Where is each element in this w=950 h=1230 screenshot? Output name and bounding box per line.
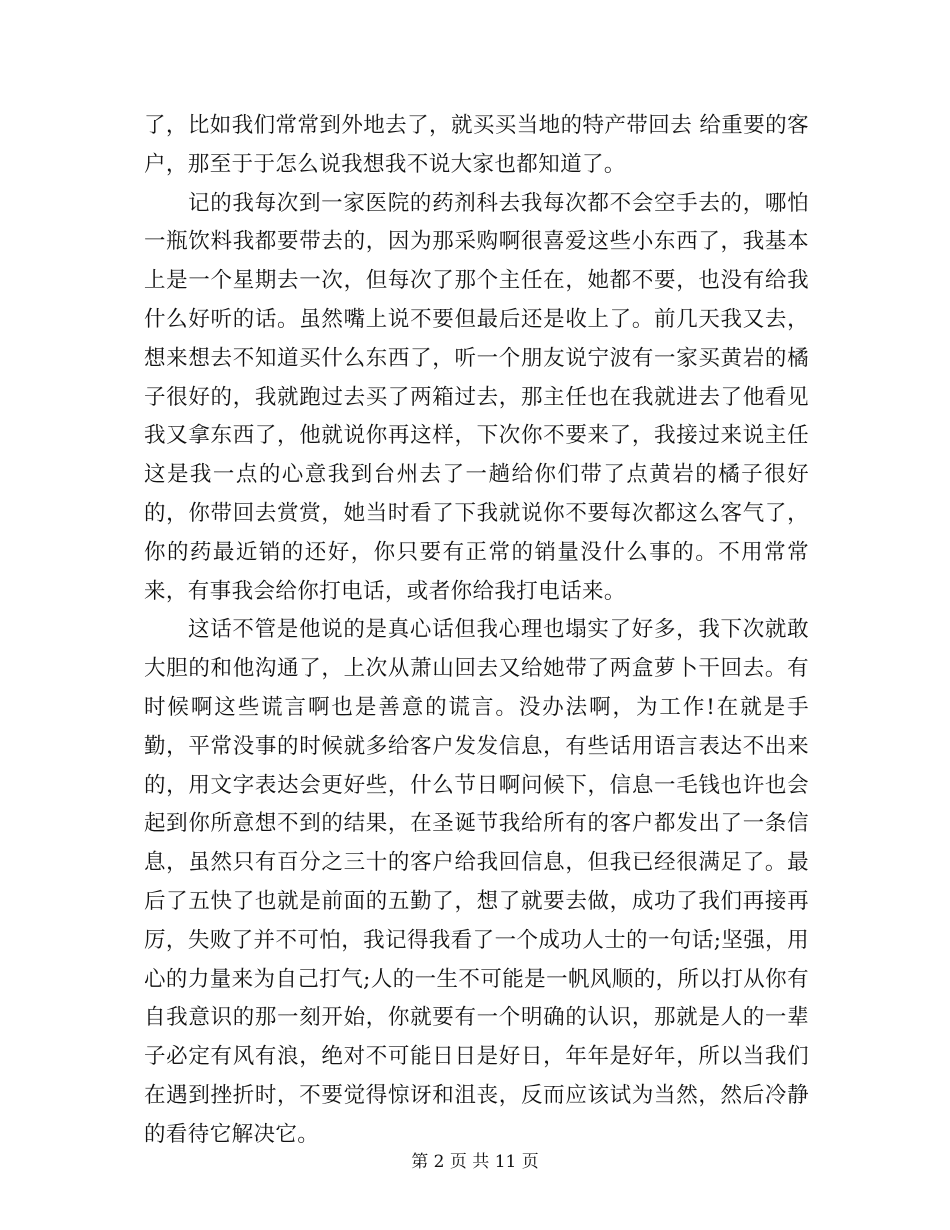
page-number-footer: 第 2 页 共 11 页 bbox=[411, 1152, 539, 1172]
paragraph-2: 记的我每次到一家医院的药剂科去我每次都不会空手去的，哪怕一瓶饮料我都要带去的，因为那采购啊很喜爱这些小东西了，我基本上是一个星期去一次，但每次了那个主任在，她都不要，也没有给我什么好听的话。虽然嘴上说不要但最后还是收上了。前几天我又去，想来想去不知道买什么东西了，听一个朋友说宁波有一家买黄岩的橘子很好的，我就跑过去买了两箱过去，那主任也在我就进去了他看见我又拿东西了，他就说你再这样，下次你不要来了，我接过来说主任这是我一点的心意我到台州去了一趟给你们带了点黄岩的橘子很好的，你带回去赏赏，她当时看了下我就说你不要每次都这么客气了，你的药最近销的还好，你只要有正常的销量没什么事的。不用常常来，有事我会给你打电话，或者你给我打电话来。 bbox=[144, 190, 809, 604]
document-body bbox=[144, 107, 809, 1155]
paragraph-1: 了，比如我们常常到外地去了，就买买当地的特产带回去 给重要的客户，那至于于怎么说我想我不说大家也都知道了。 bbox=[144, 113, 809, 177]
paragraph-3: 这话不管是他说的是真心话但我心理也塌实了好多，我下次就敢大胆的和他沟通了，上次从萧山回去又给她带了两盒萝卜干回去。有时候啊这些谎言啊也是善意的谎言。没办法啊，为工作!在就是手勤，平常没事的时候就多给客户发发信息，有些话用语言表达不出来的，用文字表达会更好些，什么节日啊问候下，信息一毛钱也许也会起到你所意想不到的结果，在圣诞节我给所有的客户都发出了一条信息，虽然只有百分之三十的客户给我回信息，但我已经很满足了。最后了五快了也就是前面的五勤了，想了就要去做，成功了我们再接再厉，失败了并不可怕，我记得我看了一个成功人士的一句话;坚强，用心的力量来为自己打气;人的一生不可能是一帆风顺的，所以打从你有自我意识的那一刻开始，你就要有一个明确的认识，那就是人的一辈子必定有风有浪，绝对不可能日日是好日，年年是好年，所以当我们在遇到挫折时，不要觉得惊讶和沮丧，反而应该试为当然，然后冷静的看待它解决它。 bbox=[144, 617, 809, 1147]
